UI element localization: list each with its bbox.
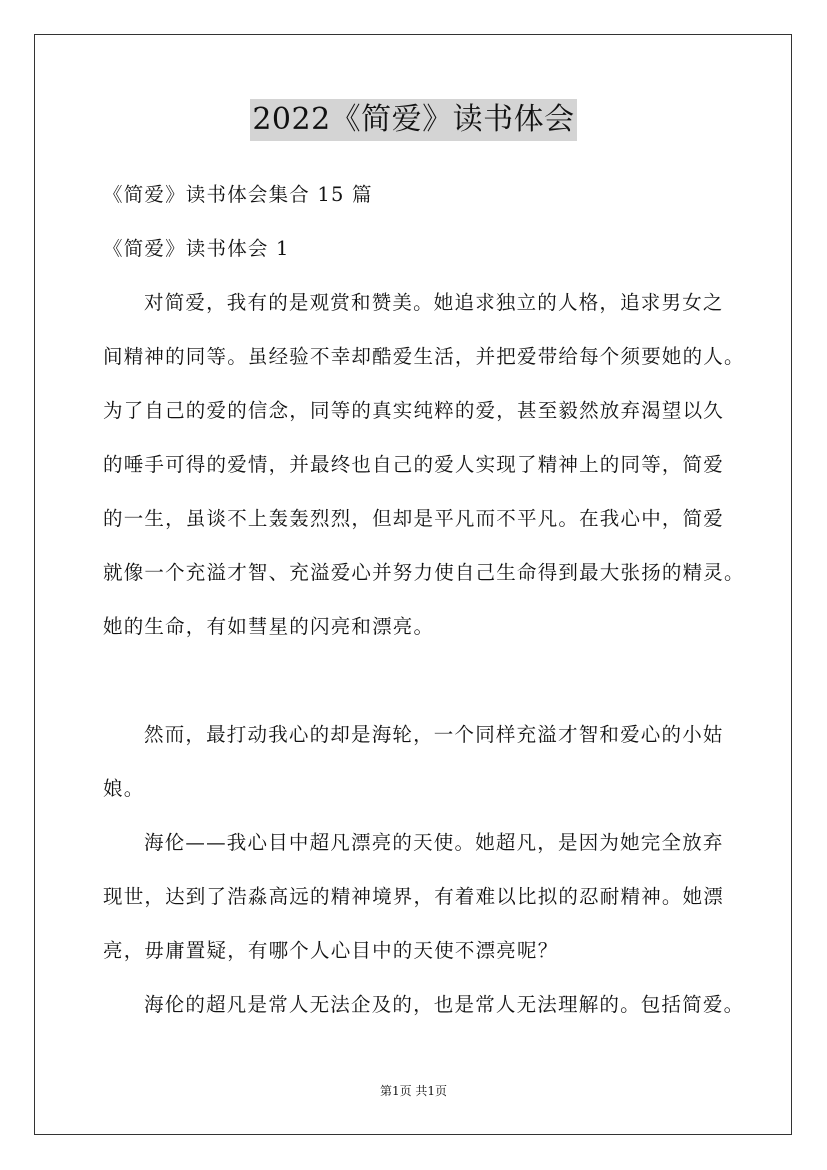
paragraph-line: 然而，最打动我心的却是海轮，一个同样充溢才智和爱心的小姑 bbox=[144, 723, 724, 746]
document-subtitle: 《简爱》读书体会集合 15 篇 bbox=[103, 183, 373, 206]
paragraph-line: 的唾手可得的爱情，并最终也自己的爱人实现了精神上的同等，简爱 bbox=[103, 453, 725, 476]
paragraph-line: 她的生命，有如彗星的闪亮和漂亮。 bbox=[103, 615, 435, 638]
paragraph-line: 海伦——我心目中超凡漂亮的天使。她超凡，是因为她完全放弃 bbox=[144, 831, 724, 854]
title-container bbox=[0, 99, 827, 141]
paragraph-line: 对简爱，我有的是观赏和赞美。她追求独立的人格，追求男女之 bbox=[144, 291, 724, 314]
paragraph-line: 海伦的超凡是常人无法企及的，也是常人无法理解的。包括简爱。 bbox=[144, 993, 745, 1016]
paragraph-line: 娘。 bbox=[103, 777, 145, 800]
paragraph-line: 间精神的同等。虽经验不幸却酷爱生活，并把爱带给每个须要她的人。 bbox=[103, 345, 745, 368]
paragraph-line: 现世，达到了浩淼高远的精神境界，有着难以比拟的忍耐精神。她漂 bbox=[103, 885, 725, 908]
paragraph-line: 为了自己的爱的信念，同等的真实纯粹的爱，甚至毅然放弃渴望以久 bbox=[103, 399, 725, 422]
paragraph-line: 就像一个充溢才智、充溢爱心并努力使自己生命得到最大张扬的精灵。 bbox=[103, 561, 745, 584]
paragraph-line: 的一生，虽谈不上轰轰烈烈，但却是平凡而不平凡。在我心中，简爱 bbox=[103, 507, 725, 530]
page-footer: 第1页 共1页 bbox=[379, 1084, 448, 1098]
section-heading: 《简爱》读书体会 1 bbox=[103, 237, 290, 260]
paragraph-line: 亮，毋庸置疑，有哪个人心目中的天使不漂亮呢？ bbox=[103, 939, 559, 962]
document-title: 2022《简爱》读书体会 bbox=[250, 99, 576, 141]
